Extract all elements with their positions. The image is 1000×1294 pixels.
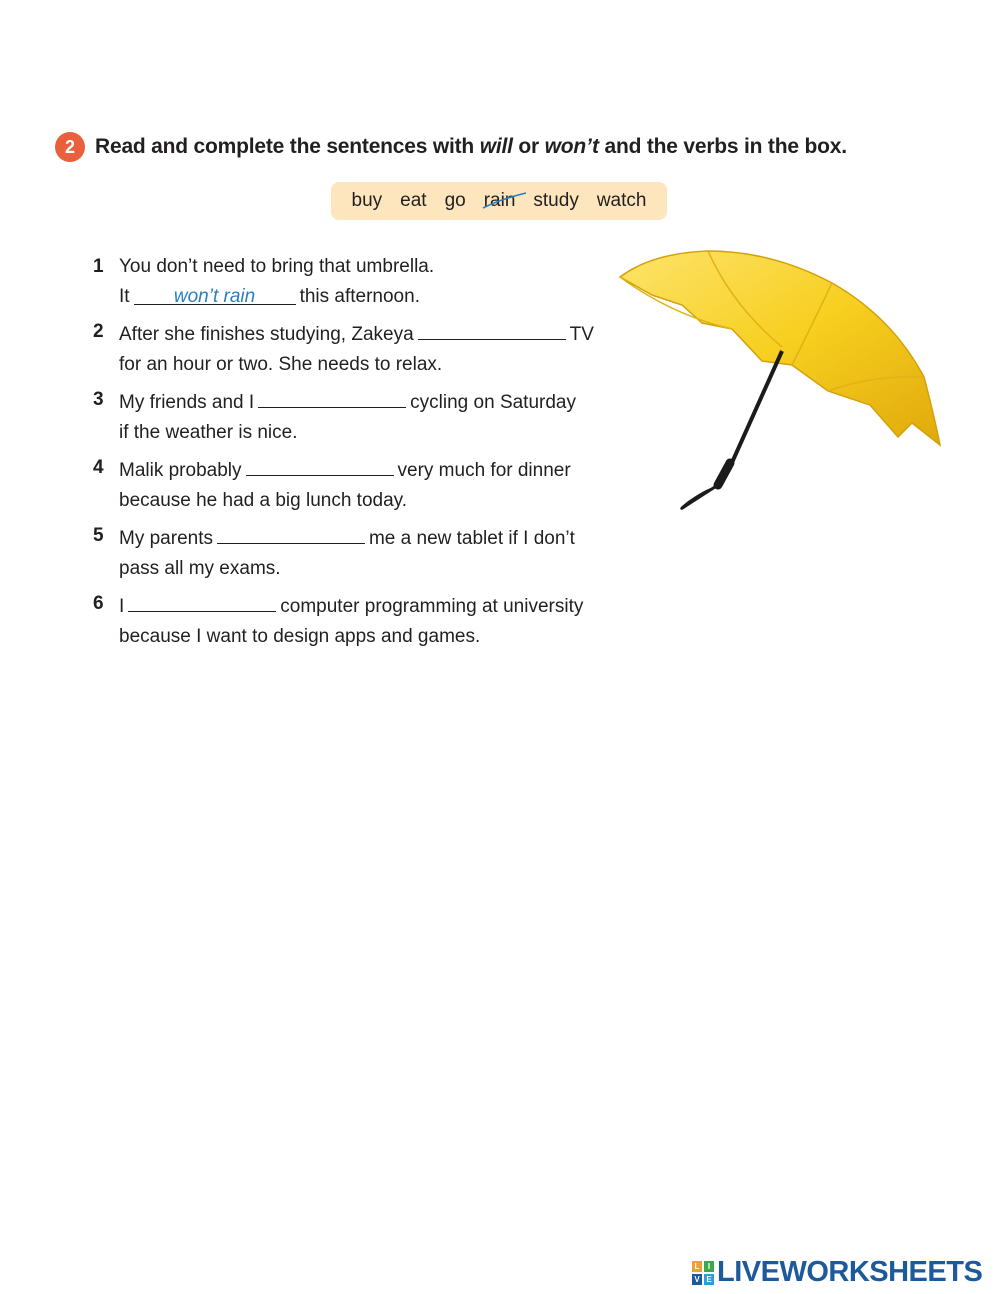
word-box — [331, 182, 667, 220]
logo-text: LIVEWORKSHEETS — [717, 1256, 983, 1288]
word-eat: eat — [400, 190, 427, 211]
item-number: 2 — [93, 321, 104, 342]
item-number: 3 — [93, 389, 104, 410]
item-text: I computer programming at university because I want to design apps and games. — [119, 589, 583, 651]
answer-blank[interactable] — [128, 589, 276, 612]
answer-blank: won’t rain — [134, 282, 296, 305]
sentence-item-1 — [93, 252, 623, 311]
sentence-item-6 — [93, 589, 623, 651]
exercise-instruction: Read and complete the sentences with will or won’t and the verbs in the box. — [95, 135, 847, 158]
sentence-item-3 — [93, 385, 623, 447]
word-study: study — [533, 190, 579, 211]
liveworksheets-logo — [692, 1256, 982, 1289]
word-watch: watch — [596, 190, 647, 211]
sentence-item-2 — [93, 317, 623, 379]
answer-blank[interactable] — [246, 453, 394, 476]
item-text: My friends and I cycling on Saturday if the weather is nice. — [119, 385, 576, 447]
item-text: My parents me a new tablet if I don’t pass all my exams. — [119, 521, 575, 583]
answer-blank[interactable] — [258, 385, 406, 408]
item-text: After she finishes studying, Zakeya TV for an hour or two. She needs to relax. — [119, 317, 594, 379]
sentence-item-4 — [93, 453, 623, 515]
sentence-item-5 — [93, 521, 623, 583]
exercise-header — [55, 132, 847, 162]
item-text: You don’t need to bring that umbrella. It won’t rain this afternoon. — [119, 256, 435, 307]
item-number: 6 — [93, 593, 104, 614]
word-buy: buy — [351, 190, 383, 211]
umbrella-image — [612, 245, 944, 515]
answer-blank[interactable] — [418, 317, 566, 340]
word-rain-crossed: rain — [484, 190, 516, 212]
sentence-list — [93, 252, 623, 657]
item-number: 4 — [93, 457, 104, 478]
item-number: 1 — [93, 256, 104, 277]
answer-blank[interactable] — [217, 521, 365, 544]
exercise-number-badge: 2 — [55, 132, 85, 162]
item-text: Malik probably very much for dinner because he had a big lunch today. — [119, 453, 571, 515]
word-go: go — [444, 190, 466, 211]
item-number: 5 — [93, 525, 104, 546]
logo-mark: L I V E — [692, 1261, 714, 1285]
